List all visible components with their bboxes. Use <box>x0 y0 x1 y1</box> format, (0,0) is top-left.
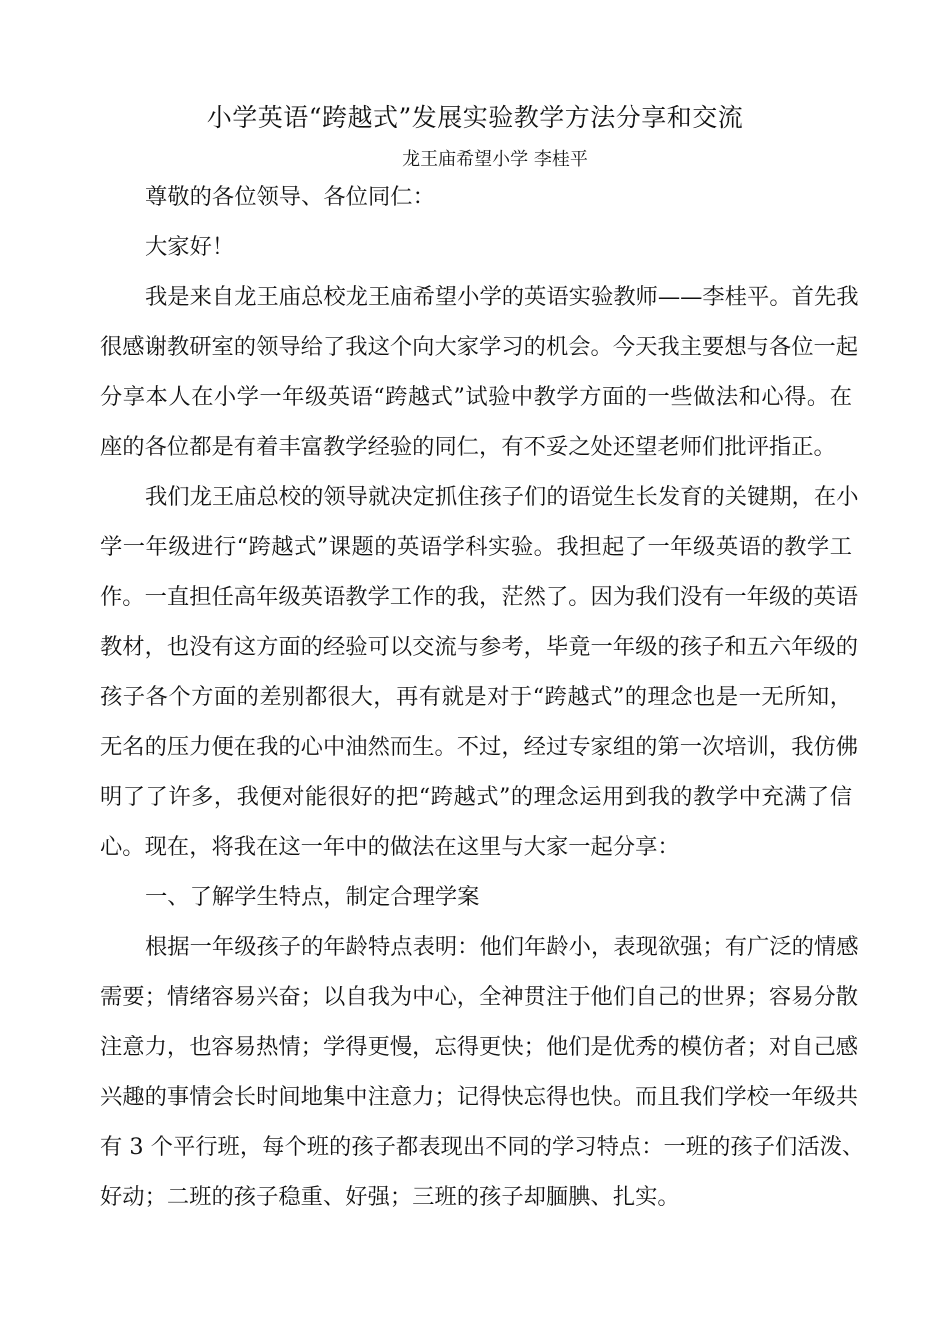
text-line: 我们龙王庙总校的领导就决定抓住孩子们的语觉生长发育的关键期，在小 <box>145 484 859 510</box>
text-line: 教材，也没有这方面的经验可以交流与参考，毕竟一年级的孩子和五六年级的 <box>100 634 859 660</box>
text-line: 心。现在，将我在这一年中的做法在这里与大家一起分享： <box>100 834 680 860</box>
section-heading: 一、了解学生特点，制定合理学案 <box>145 884 480 910</box>
paragraph-background <box>100 472 859 872</box>
text-line: 明了了许多，我便对能很好的把“跨越式”的理念运用到我的教学中充满了信 <box>100 784 852 810</box>
text-line: 有 3 个平行班，每个班的孩子都表现出不同的学习特点：一班的孩子们活泼、 <box>100 1134 865 1160</box>
text-line: 作。一直担任高年级英语教学工作的我，茫然了。因为我们没有一年级的英语 <box>100 584 859 610</box>
text-line: 很感谢教研室的领导给了我这个向大家学习的机会。今天我主要想与各位一起 <box>100 334 859 360</box>
text-line: 需要；情绪容易兴奋；以自我为中心，全神贯注于他们自己的世界；容易分散 <box>100 984 859 1010</box>
text-line: 学一年级进行“跨越式”课题的英语学科实验。我担起了一年级英语的教学工 <box>100 534 852 560</box>
text-line: 好动；二班的孩子稳重、好强；三班的孩子却腼腆、扎实。 <box>100 1184 680 1210</box>
author-line: 龙王庙希望小学 李桂平 <box>402 149 588 170</box>
paragraph-introduction <box>100 272 859 472</box>
text-line: 兴趣的事情会长时间地集中注意力；记得快忘得也快。而且我们学校一年级共 <box>100 1084 859 1110</box>
salutation: 尊敬的各位领导、各位同仁： <box>145 184 435 210</box>
text-line: 注意力，也容易热情；学得更慢，忘得更快；他们是优秀的模仿者；对自己感 <box>100 1034 859 1060</box>
text-line: 孩子各个方面的差别都很大，再有就是对于“跨越式”的理念也是一无所知， <box>100 684 852 710</box>
text-line: 分享本人在小学一年级英语“跨越式”试验中教学方面的一些做法和心得。在 <box>100 384 852 410</box>
document-title: 小学英语“跨越式”发展实验教学方法分享和交流 <box>206 103 744 132</box>
text-line: 根据一年级孩子的年龄特点表明：他们年龄小，表现欲强；有广泛的情感 <box>145 934 859 960</box>
greeting: 大家好！ <box>145 234 235 260</box>
text-line: 无名的压力便在我的心中油然而生。不过，经过专家组的第一次培训，我仿佛 <box>100 734 859 760</box>
text-line: 座的各位都是有着丰富教学经验的同仁，有不妥之处还望老师们批评指正。 <box>100 434 836 460</box>
paragraph-student-characteristics <box>100 922 865 1222</box>
text-line: 我是来自龙王庙总校龙王庙希望小学的英语实验教师——李桂平。首先我 <box>145 284 859 310</box>
